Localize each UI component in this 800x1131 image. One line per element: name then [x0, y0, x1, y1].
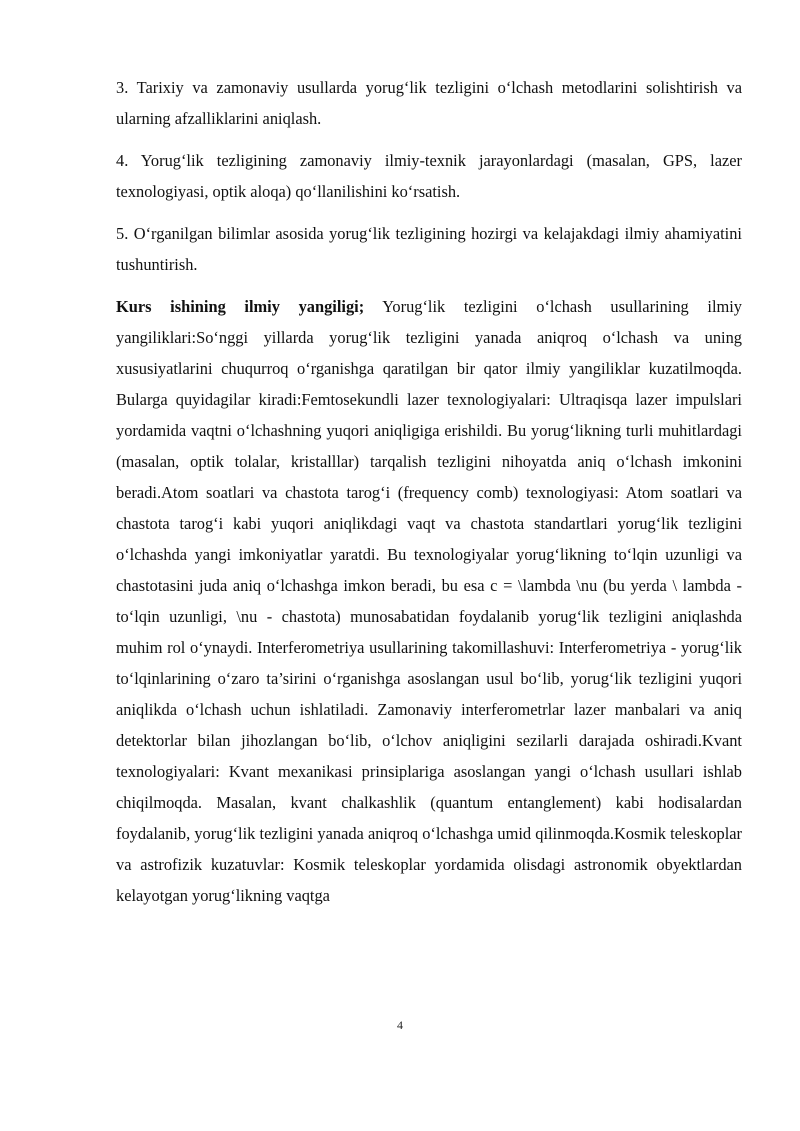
paragraph-item-5: 5. O‘rganilgan bilimlar asosida yorug‘lik tezligining hozirgi va kelajakdagi ilmiy ahamiyatini tushuntirish. — [116, 224, 742, 274]
paragraph-item-4: 4. Yorug‘lik tezligining zamonaviy ilmiy-texnik jarayonlardagi (masalan, GPS, lazer texnologiyasi, optik aloqa) qo‘llanilishini ko‘rsatish. — [116, 151, 742, 201]
paragraph-item-3: 3. Tarixiy va zamonaviy usullarda yorug‘lik tezligini o‘lchash metodlarini solishtirish va ularning afzalliklarini aniqlash. — [116, 78, 742, 128]
page-number: 4 — [397, 1018, 403, 1032]
document-page — [116, 72, 742, 922]
novelty-body: Yorug‘lik tezligini o‘lchash usullarining ilmiy yangiliklari:So‘nggi yillarda yorug‘lik tezligini yanada aniqroq o‘lchash va uning xususiyatlarini chuqurroq o‘rganishga qaratilgan bir qator ilmiy yangiliklar kuzatilmoqda. Bularga quyidagilar kiradi:Femtosekundli lazer texnologiyalari: Ultraqisqa lazer impulslari yordamida vaqtni o‘lchashning yuqori aniqligiga erishildi. Bu yorug‘likning turli muhitlardagi (masalan, optik tolalar, kristalllar) tarqalish tezligini nihoyatda aniq o‘lchash imkonini beradi.Atom soatlari va chastota tarog‘i (frequency comb) texnologiyasi: Atom soatlari va chastota tarog‘i kabi yuqori aniqlikdagi vaqt va chastota standartlari yorug‘lik tezligini o‘lchashda yangi imkoniyatlar yaratdi. Bu texnologiyalar yorug‘likning to‘lqin uzunligi va chastotasini juda aniq o‘lchashga imkon beradi, bu esa c = \lambda \nu (bu yerda \ lambda - to‘lqin uzunligi, \nu - chastota) munosabatidan foydalanib yorug‘lik tezligini aniqlashda muhim rol o‘ynaydi. Interferometriya usullarining takomillashuvi: Interferometriya - yorug‘lik to‘lqinlarining o‘zaro ta’sirini o‘rganishga asoslangan usul bo‘lib, yorug‘lik tezligini yuqori aniqlikda o‘lchash uchun ishlatiladi. Zamonaviy interferometrlar lazer manbalari va aniq detektorlar bilan jihozlangan bo‘lib, o‘lchov aniqligini sezilarli darajada oshiradi.Kvant texnologiyalari: Kvant mexanikasi prinsiplariga asoslangan yangi o‘lchash usullari ishlab chiqilmoqda. Masalan, kvant chalkashlik (quantum entanglement) kabi hodisalardan foydalanib, yorug‘lik tezligini yanada aniqroq o‘lchashga umid qilinmoqda.Kosmik teleskoplar va astrofizik kuzatuvlar: Kosmik teleskoplar yordamida olisdagi astronomik obyektlardan kelayotgan yorug‘likning vaqtga — [116, 297, 743, 905]
novelty-paragraph — [116, 291, 742, 911]
novelty-heading: Kurs ishining ilmiy yangiligi; — [116, 297, 365, 316]
